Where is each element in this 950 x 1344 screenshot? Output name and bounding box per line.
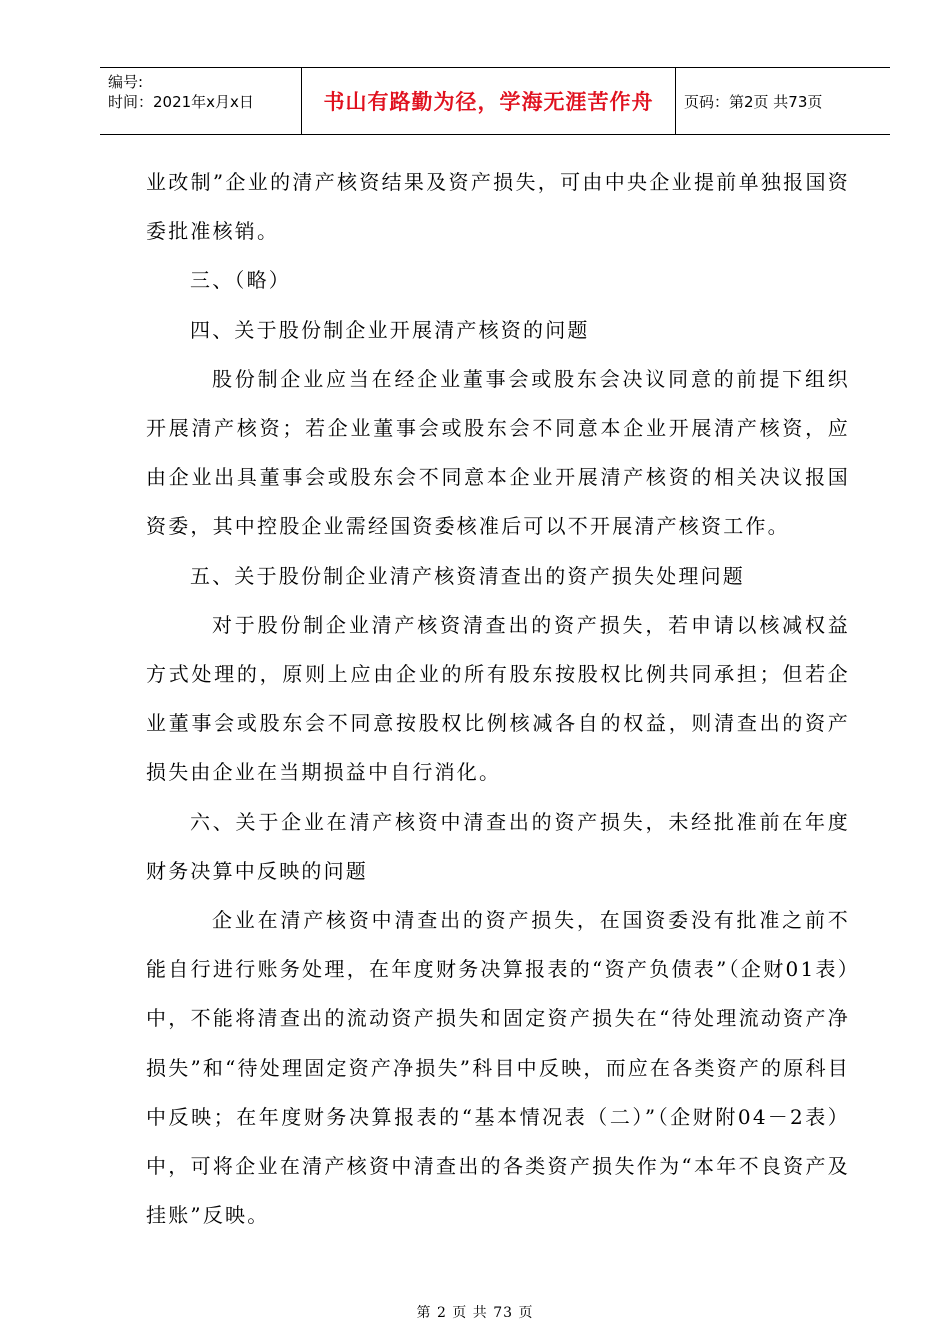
header-meta bbox=[100, 68, 302, 134]
section-heading-6: 六、关于企业在清产核资中清查出的资产损失，未经批准前在年度财务决算中反映的问题 bbox=[146, 809, 850, 883]
serial-label: 编号: bbox=[108, 73, 144, 91]
section-heading-5: 五、关于股份制企业清产核资清查出的资产损失处理问题 bbox=[190, 563, 745, 588]
paragraph-body: 股份制企业应当在经企业董事会或股东会决议同意的前提下组织开展清产核资；若企业董事会或股东会不同意本企业开展清产核资，应由企业出具董事会或股东会不同意本企业开展清产核资的相关决议报国资委，其中控股企业需经国资委核准后可以不开展清产核资工作。 bbox=[146, 366, 850, 539]
paragraph-continued: 业改制”企业的清产核资结果及资产损失，可由中央企业提前单独报国资委批准核销。 bbox=[146, 170, 850, 244]
header-motto: 书山有路勤为径，学海无涯苦作舟 bbox=[302, 68, 676, 134]
paragraph-body: 对于股份制企业清产核资清查出的资产损失，若申请以核减权益方式处理的，原则上应由企业的所有股东按股权比例共同承担；但若企业董事会或股东会不同意按股权比例核减各自的权益，则清查出的资产损失由企业在当期损益中自行消化。 bbox=[146, 612, 850, 785]
section-heading-3: 三、（略） bbox=[190, 268, 291, 293]
header-page-info: 页码：第2页 共73页 bbox=[684, 92, 823, 111]
paragraph-body: 企业在清产核资中清查出的资产损失，在国资委没有批准之前不能自行进行账务处理，在年度财务决算报表的“资产负债表”（企财01表）中，不能将清查出的流动资产损失和固定资产损失在“待处理流动资产净损失”和“待处理固定资产净损失”科目中反映，而应在各类资产的原科目中反映；在年度财务决算报表的“基本情况表（二）”（企财附04－2表）中，可将企业在清产核资中清查出的各类资产损失作为“本年不良资产及挂账”反映。 bbox=[146, 908, 850, 1228]
time-label: 时间：2021年x月x日 bbox=[108, 93, 254, 111]
document-body bbox=[146, 158, 850, 1240]
section-heading-4: 四、关于股份制企业开展清产核资的问题 bbox=[190, 317, 590, 342]
page-header bbox=[100, 67, 890, 135]
page-footer: 第 2 页 共 73 页 bbox=[416, 1305, 534, 1321]
